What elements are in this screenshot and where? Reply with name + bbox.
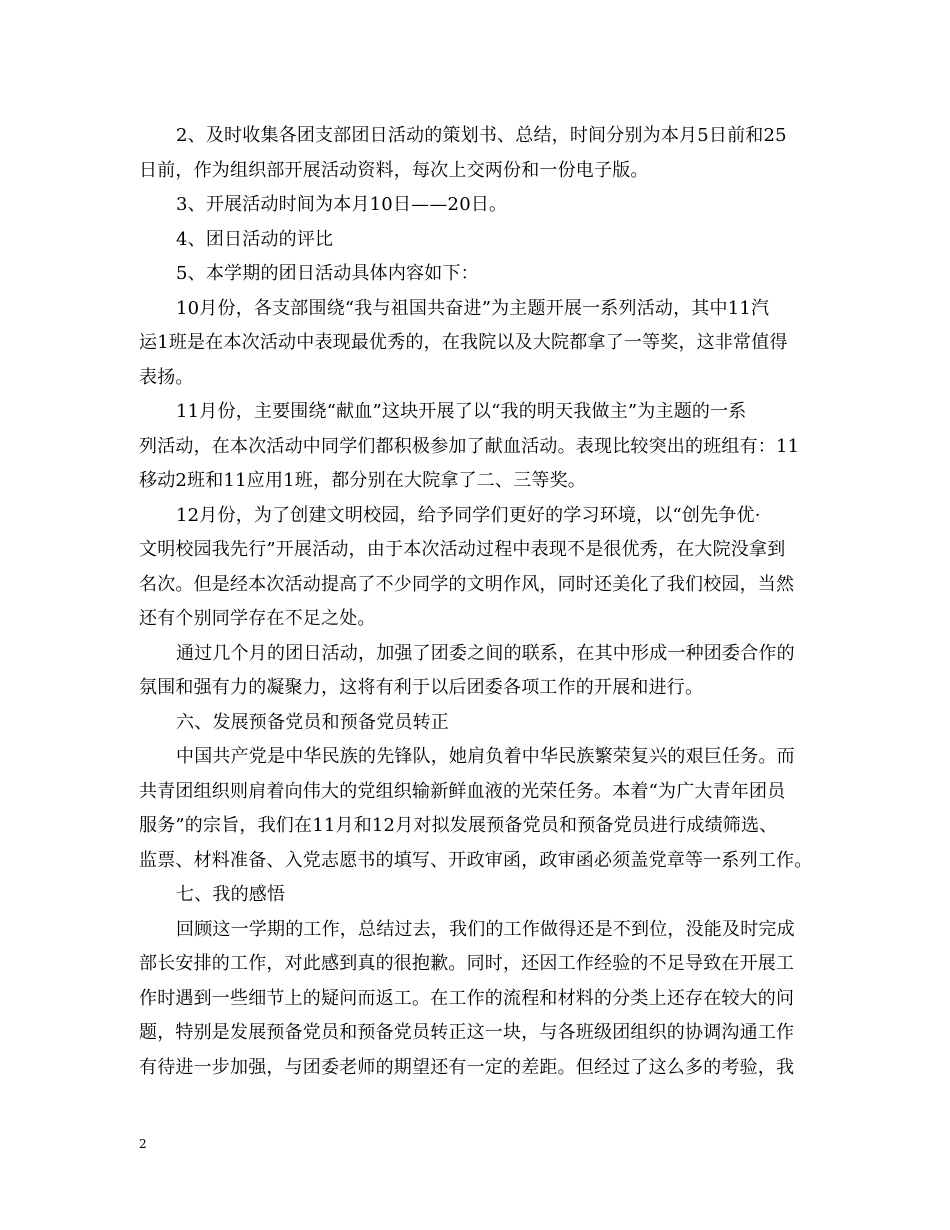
page-number: 2: [139, 1137, 147, 1151]
text-line: 通过几个月的团日活动，加强了团委之间的联系，在其中形成一种团委合作的: [176, 643, 795, 664]
text-line: 表扬。: [139, 367, 194, 388]
text-line: 有待进一步加强，与团委老师的期望还有一定的差距。但经过了这么多的考验，我: [139, 1057, 795, 1078]
text-line: 题，特别是发展预备党员和预备党员转正这一块，与各班级团组织的协调沟通工作: [139, 1022, 795, 1043]
text-line: 3、开展活动时间为本月10日——20日。: [176, 194, 508, 215]
text-line: 列活动，在本次活动中同学们都积极参加了献血活动。表现比较突出的班组有：11: [139, 436, 800, 457]
text-line: 移动2班和11应用1班，都分别在大院拿了二、三等奖。: [139, 470, 587, 491]
text-line: 2、及时收集各团支部团日活动的策划书、总结，时间分别为本月5日前和25: [176, 125, 787, 146]
text-line: 中国共产党是中华民族的先锋队，她肩负着中华民族繁荣复兴的艰巨任务。而: [176, 746, 795, 767]
text-line: 名次。但是经本次活动提高了不少同学的文明作风，同时还美化了我们校园，当然: [139, 574, 795, 595]
text-line: 10月份，各支部围绕“我与祖国共奋进”为主题开展一系列活动，其中11汽: [176, 298, 770, 319]
text-line: 12月份，为了创建文明校园，给予同学们更好的学习环境，以“创先争优·: [176, 505, 761, 526]
section-heading: 六、发展预备党员和预备党员转正: [176, 712, 449, 733]
text-line: 日前，作为组织部开展活动资料，每次上交两份和一份电子版。: [139, 160, 649, 181]
text-line: 共青团组织则肩着向伟大的党组织输新鲜血液的光荣任务。本着“为广大青年团员: [139, 781, 786, 802]
text-line: 11月份，主要围绕“献血”这块开展了以“我的明天我做主”为主题的一系: [176, 401, 747, 422]
text-line: 氛围和强有力的凝聚力，这将有利于以后团委各项工作的开展和进行。: [139, 677, 704, 698]
text-line: 4、团日活动的评比: [176, 229, 334, 250]
text-line: 运1班是在本次活动中表现最优秀的，在我院以及大院都拿了一等奖，这非常值得: [139, 332, 788, 353]
text-line: 文明校园我先行”开展活动，由于本次活动过程中表现不是很优秀，在大院没拿到: [139, 539, 786, 560]
text-line: 监票、材料准备、入党志愿书的填写、开政审函，政审函必须盖党章等一系列工作。: [139, 850, 813, 871]
text-line: 作时遇到一些细节上的疑问而返工。在工作的流程和材料的分类上还存在较大的问: [139, 988, 795, 1009]
text-line: 还有个别同学存在不足之处。: [139, 608, 376, 629]
text-line: 5、本学期的团日活动具体内容如下：: [176, 263, 479, 284]
text-line: 部长安排的工作，对此感到真的很抱歉。同时，还因工作经验的不足导致在开展工: [139, 953, 795, 974]
text-line: 服务”的宗旨，我们在11月和12月对拟发展预备党员和预备党员进行成绩筛选、: [139, 815, 778, 836]
section-heading: 七、我的感悟: [176, 884, 286, 905]
text-line: 回顾这一学期的工作，总结过去，我们的工作做得还是不到位，没能及时完成: [176, 919, 795, 940]
